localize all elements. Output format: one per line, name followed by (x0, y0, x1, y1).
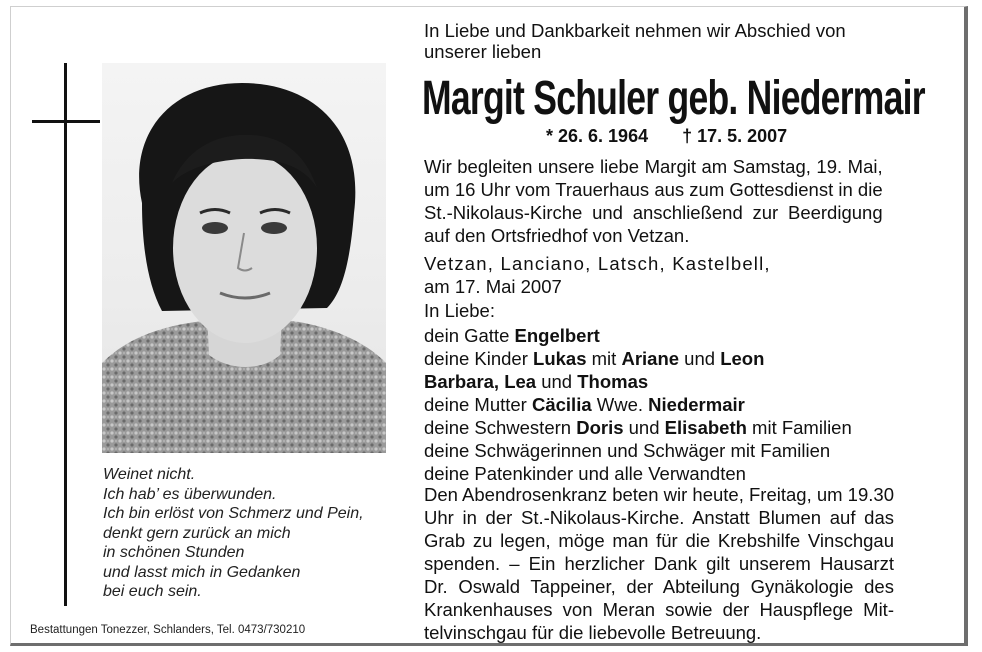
funeral-line: Wir begleiten unsere liebe Margit am Samstag, 19. Mai, (424, 156, 883, 177)
intro (424, 20, 846, 62)
funeral-line: auf den Ortsfriedhof von Vetzan. (424, 225, 690, 246)
life-dates (546, 126, 787, 147)
closing-text (424, 483, 894, 644)
closing-line: Uhr in der St.-Nikolaus-Kirche. Anstatt Blumen auf das (424, 507, 894, 528)
place-and-date (424, 252, 771, 298)
poem-line: in schönen Stunden (103, 544, 245, 561)
poem-line: und lasst mich in Gedanken (103, 563, 301, 581)
poem-line: bei euch sein. (103, 583, 202, 600)
notice-date: am 17. Mai 2007 (424, 276, 562, 297)
death-date: † 17. 5. 2007 (682, 126, 788, 146)
poem-line: Ich bin erlöst von Schmerz und Pein, (103, 505, 364, 522)
mourner-line: deine Schwägerinnen und Schwäger mit Familien (424, 440, 831, 461)
poem-line: denkt gern zurück an mich (103, 524, 291, 542)
closing-line: telvinschgau für die liebevolle Betreuung. (424, 622, 762, 643)
poem (103, 465, 403, 602)
funeral-line: St.-Nikolaus-Kirche und anschließend zur Beerdigung (424, 202, 883, 223)
portrait-illustration (102, 63, 386, 453)
mourner-line: Barbara, Lea und Thomas (424, 371, 649, 392)
cross-horizontal (32, 120, 100, 123)
intro-line: In Liebe und Dankbarkeit nehmen wir Abschied von (424, 20, 846, 41)
mourners-heading: In Liebe: (424, 300, 495, 321)
funeral-info (424, 155, 883, 247)
closing-line: spenden. – Ein herzlicher Dank gilt unserem Hausarzt (424, 553, 894, 574)
portrait-photo (102, 63, 386, 453)
mourner-line: deine Mutter Cäcilia Wwe. Niedermair (424, 394, 745, 415)
funeral-line: um 16 Uhr vom Trauerhaus aus zum Gottesdienst in die (424, 179, 883, 200)
mourner-line: deine Patenkinder und alle Verwandten (424, 463, 746, 484)
intro-line: unserer lieben (424, 41, 542, 62)
closing-line: Den Abendrosenkranz beten wir heute, Freitag, um 19.30 (424, 484, 894, 505)
mourner-line: dein Gatte Engelbert (424, 325, 600, 346)
poem-line: Ich hab’ es überwunden. (103, 485, 277, 503)
poem-line: Weinet nicht. (103, 466, 196, 483)
closing-line: Grab zu legen, möge man für die Krebshilfe Vinschgau (424, 530, 894, 551)
mourners (424, 299, 852, 485)
cross-vertical (64, 63, 67, 606)
places: Vetzan, Lanciano, Latsch, Kastelbell, (424, 253, 771, 274)
birth-date: * 26. 6. 1964 (546, 126, 649, 146)
mourner-line: deine Kinder Lukas mit Ariane und Leon (424, 348, 765, 369)
closing-line: Krankenhauses von Meran sowie der Hauspflege Mit- (424, 599, 894, 620)
deceased-name: Margit Schuler geb. Niedermair (422, 72, 925, 125)
funeral-home-footer: Bestattungen Tonezzer, Schlanders, Tel. 0473/730210 (30, 624, 306, 636)
mourner-line: deine Schwestern Doris und Elisabeth mit Familien (424, 417, 852, 438)
closing-line: Dr. Oswald Tappeiner, der Abteilung Gynäkologie des (424, 576, 894, 597)
